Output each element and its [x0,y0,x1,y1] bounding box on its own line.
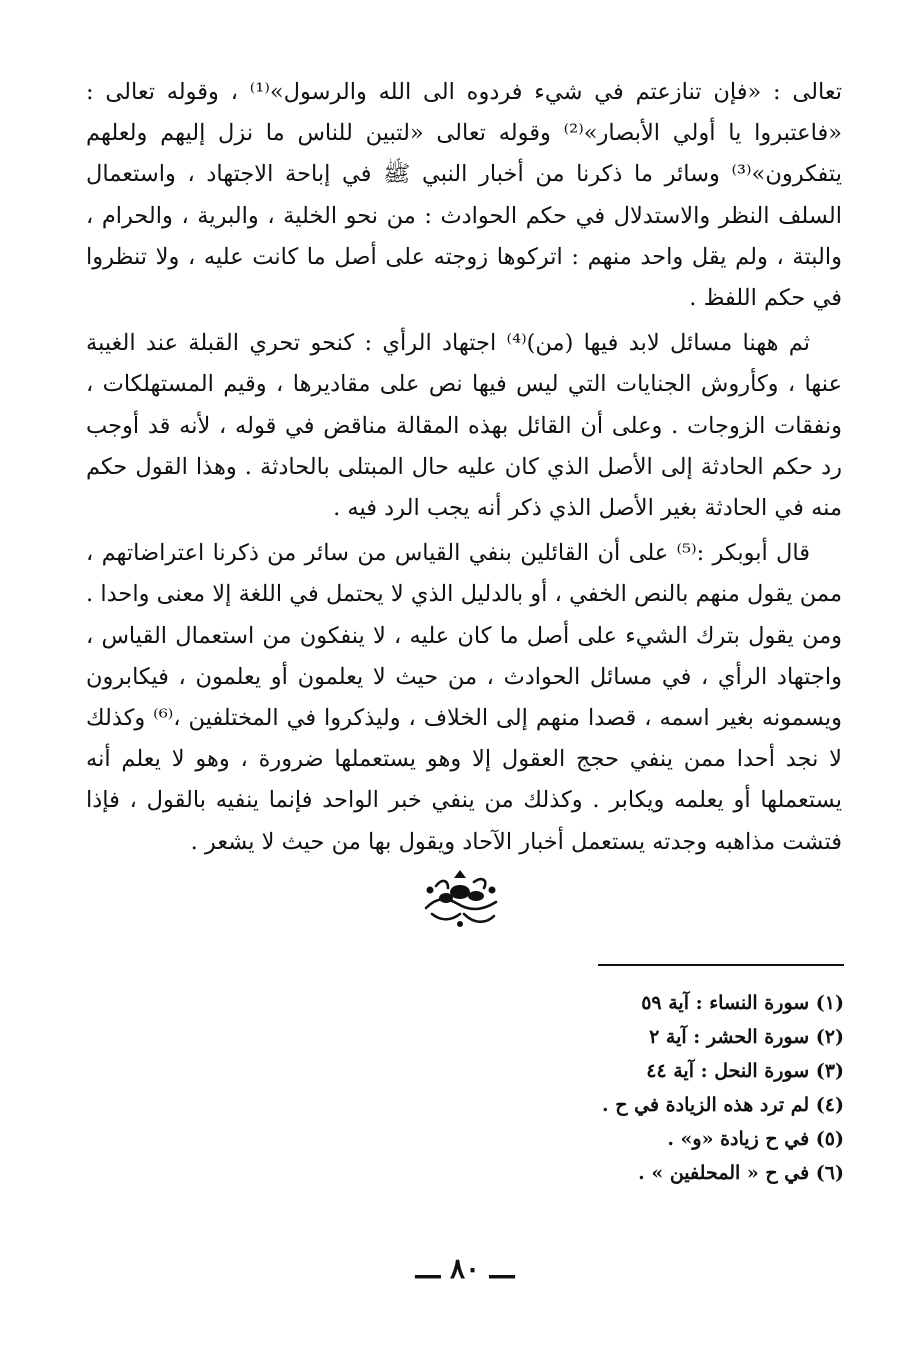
footnote-1: (١) سورة النساء : آية ٥٩ [641,992,844,1014]
page-number: ـــ ٨٠ ـــ [415,1252,515,1285]
footnote-5: (٥) في ح زيادة «و» . [667,1128,844,1150]
floral-ornament-icon [418,868,504,932]
footnote-2: (٢) سورة الحشر : آية ٢ [649,1026,844,1048]
footnotes [424,986,844,1190]
footnote-separator [598,964,844,966]
paragraph-1: تعالى : «فإن تنازعتم في شيء فردوه الى الله والرسول»⁽¹⁾ ، وقوله تعالى : «فاعتبروا يا أولي الأبصار»⁽²⁾ وقوله تعالى «لتبين للناس ما نزل إليهم ولعلهم يتفكرون»⁽³⁾ وسائر ما ذكرنا من أخبار النبي ﷺ في إباحة الاجتهاد ، واستعمال السلف النظر والاستدلال في حكم الحوادث : من نحو الخلية ، والبرية ، والحرام ، والبتة ، ولم يقل واحد منهم : اتركوها زوجته على أصل ما كانت عليه ، ولا تنظروا في حكم اللفظ . [86,79,842,312]
footnote-3: (٣) سورة النحل : آية ٤٤ [646,1060,844,1082]
footnote-6: (٦) في ح « المحلفين » . [638,1162,844,1184]
footnote-4: (٤) لم ترد هذه الزيادة في ح . [602,1094,844,1116]
paragraph-3: قال أبوبكر :⁽⁵⁾ على أن القائلين بنفي القياس من سائر من ذكرنا اعتراضاتهم ، ممن يقول منهم بالنص الخفي ، أو بالدليل الذي لا يحتمل في اللغة إلا معنى واحدا . ومن يقول بترك الشيء على أصل ما كان عليه ، لا ينفكون من استعمال القياس ، واجتهاد الرأي ، في مسائل الحوادث ، من حيث لا يعلمون أو يعلمون ، فيكابرون ويسمونه بغير اسمه ، قصدا منهم إلى الخلاف ، وليذكروا في المختلفين ،⁽⁶⁾ وكذلك لا نجد أحدا ممن ينفي حجج العقول إلا وهو يستعملها ضرورة ، وهو لا يعلم أنه يستعملها أو يعلمه ويكابر . وكذلك من ينفي خبر الواحد فإنما ينفيه بالقول ، فإذا فتشت مذاهبه وجدته يستعمل أخبار الآحاد ويقول بها من حيث لا يشعر . [86,540,843,855]
paragraph-2: ثم ههنا مسائل لابد فيها (من)⁽⁴⁾ اجتهاد الرأي : كنحو تحري القبلة عند الغيبة عنها ، وكأروش الجنايات التي ليس فيها نص على مقاديرها ، وقيم المستهلكات ، ونفقات الزوجات . وعلى أن القائل بهذه المقالة مناقض في قوله ، لأنه قد أوجب رد حكم الحادثة إلى الأصل الذي كان عليه حال المبتلى بالحادثة . وهذا القول حكم منه في الحادثة بغير الأصل الذي ذكر أنه يجب الرد فيه . [86,330,842,522]
main-text [86,72,842,867]
